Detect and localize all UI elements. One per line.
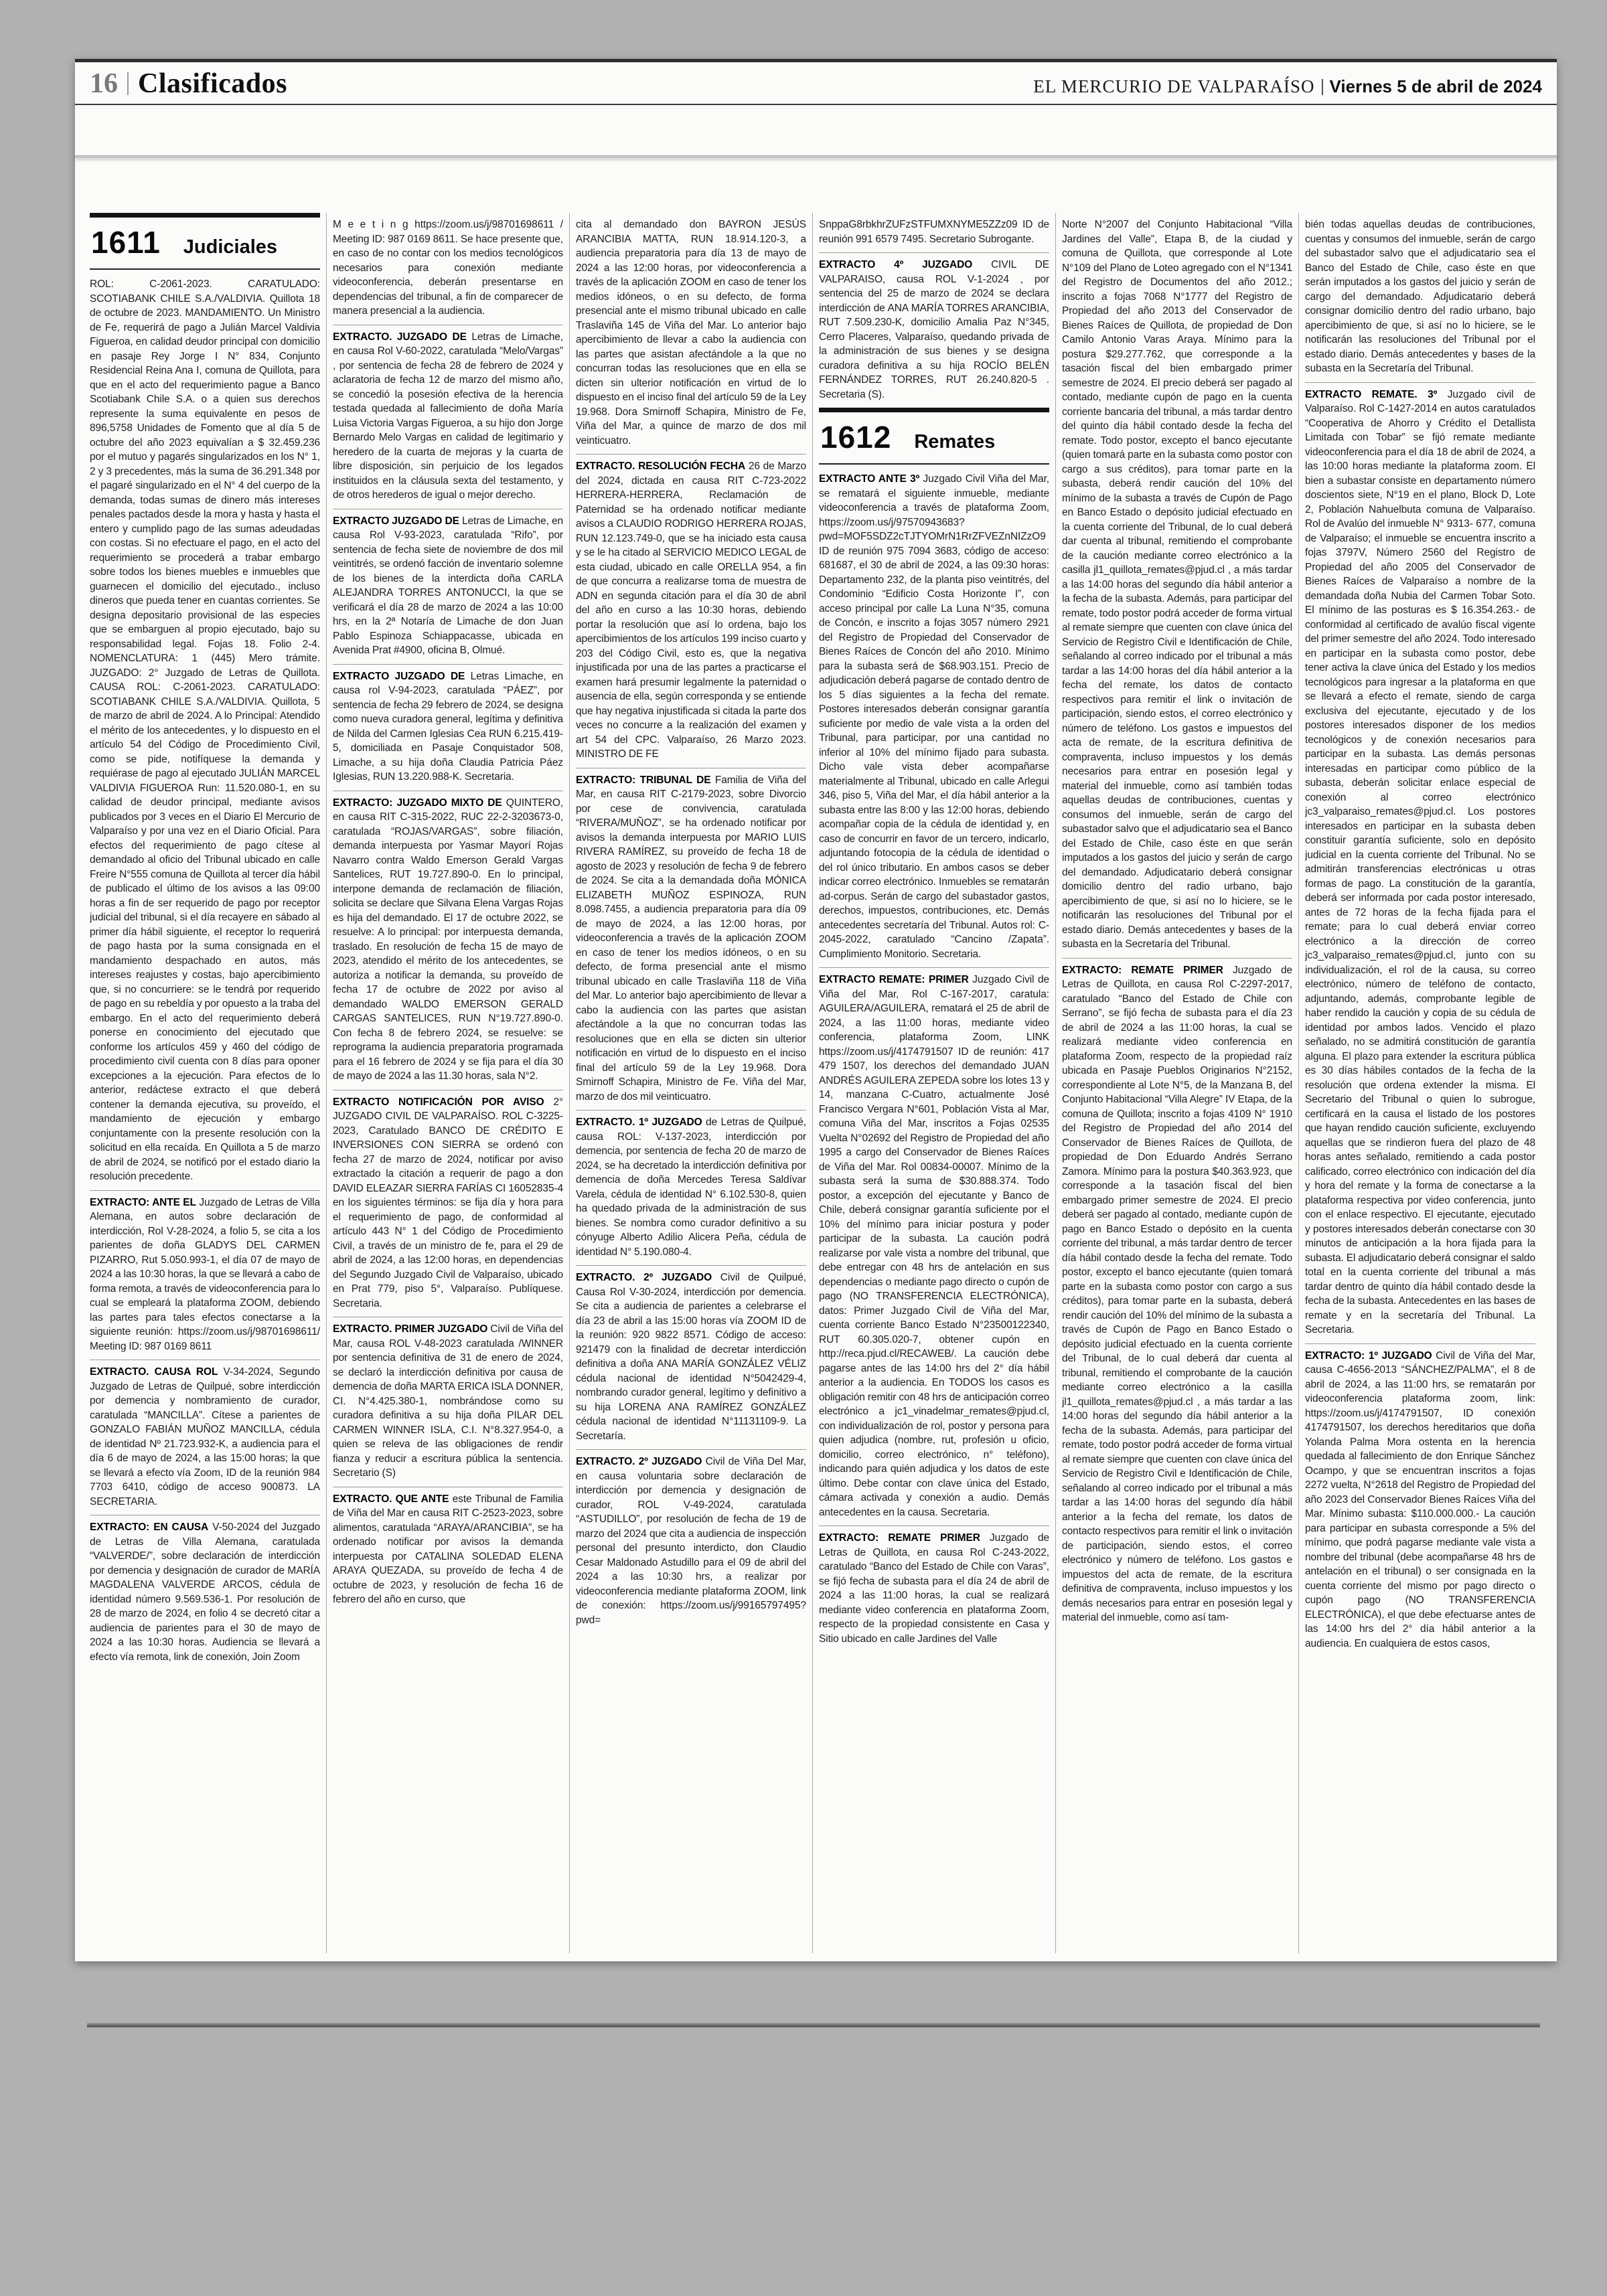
ad-lead: EXTRACTO: JUZGADO MIXTO DE (333, 797, 502, 809)
ad-body: Norte N°2007 del Conjunto Habitacional “Villa Jardines del Valle”, Etapa B, de la ciudad y comuna de Quillota, que corresponde al Lote N°109 del Plano de Loteo agregado con el N°1341 del Registro de Documentos del año 2012.; inscrito a fojas 7068 N°1777 del Registro de Propiedad del año 2013 del Conservador de Bienes Raíces de Quillota, de propiedad de Don Camilo Antonio Varas Araya. Mínimo para la postura $29.277.762, que corresponde a la tasación fiscal del bien embargado primer semestre de 2024. El precio deberá ser pagado al contado, mediante cupón de pago en la cuenta corriente bancaria del tribunal, a más tardar dentro del quinto día hábil contado desde la fecha del remate. Todo postor, excepto el banco ejecutante (quien tomará parte en la subasta como postor con cargo a sus créditos), para tomar parte en la subasta, deberá rendir caución del 10% del mínimo de la subasta a través de Cupón de Pago en Banco Estado o depósito judicial efectuado en la cuenta corriente del Tribunal, de lo cual deberá dar cuenta al tribunal, remitiendo el comprobante de la caución mediante correo electrónico a la casilla jl1_quillota_remates@pjud.cl , a más tardar a las 14:00 horas del segundo día hábil anterior a la fecha de la subasta. Además, para participar del remate, todo postor podrá acceder de forma virtual al remate siempre que cuenten con clave única del Servicio de Registro Civil e Identificación de Chile, señalando al correo indicado por el tribunal a más tardar a las 14:00 horas del día hábil anterior a la fecha del remate, los datos de contacto respectivos para remitir el link o invitación de participación, siendo estos, el correo electrónico y número de teléfono. Los gastos e impuestos del acta de remate, de la escritura definitiva de compraventa, incluso impuestos y los demás necesarios para entrar en posesión legal y material del inmueble, como así también todas aquellas deudas de contribuciones, cuentas y consumos del inmueble, serán de cargo del subastador salvo que el adjudicatario sea el Banco del Estado de Chile, caso éste en que serán imputados a los gastos del juicio y serán de cargo del demandado. Adjudicatario deberá consignar domicilio dentro del radio urbano, bajo apercibimiento de que, si así no lo hiciere, se le notificarán las resoluciones del Tribunal por el estado diario. Demás antecedentes y bases de la subasta en la Secretaría del Tribunal. (1062, 219, 1292, 950)
classified-ad (333, 791, 563, 1090)
classified-ad (333, 1090, 563, 1317)
page-number: 16 (90, 68, 118, 99)
section-label: Judiciales (183, 236, 278, 258)
classified-ad (819, 252, 1049, 408)
ad-lead: EXTRACTO REMATE: PRIMER (819, 974, 969, 985)
ad-lead: EXTRACTO. 1º JUZGADO (576, 1117, 702, 1128)
section-code: 1612 (820, 420, 892, 455)
ad-body: Juzgado Civil de Viña del Mar, Rol C-167-2017, caratula: AGUILERA/AGUILERA, rematará el 25 de abril de 2024, a las 11:00 horas, mediante video conferencia, plataforma Zoom, LINK https://zoom.us/j/4174791507 ID de reunión: 417 479 1507, los derechos del demandado JUAN ANDRÉS AGUILERA ZEPEDA sobre los lotes 13 y 14, manzana C-Cuatro, actualmente José Francisco Vergara N°601, Población Vista al Mar, comuna Viña del Mar, inscritos a Fojas 02535 Vuelta N°02692 del Registro de Propiedad del año 1995 a cargo del Conservador de Bienes Raíces de Viña del Mar. Rol 00834-00007. Mínimo de la subasta será la suma de $30.888.374. Todo postor, a excepción del ejecutante y Banco de Chile, deberá consignar garantía suficiente por el 10% del mínimo para iniciar postura y poder participar de la subasta. La caución podrá realizarse por vale vista a nombre del tribunal, que debe entregar con 48 hrs de antelación en sus dependencias o mediante pago directo o cupón de pago (NO TRANSFERENCIA ELECTRÓNICA), datos: Primer Juzgado Civil de Viña del Mar, cuenta corriente Banco Estado N°23500122340, RUT 60.305.020-7, obtener cupón en http://reca.pjud.cl/RECAWEB/. La caución debe pagarse antes de las 14:00 hrs del 2° día hábil anterior a la audiencia. En TODOS los casos es obligación remitir con 48 hrs de anticipación correo electrónico a jc1_vinadelmar_remates@pjud.cl, con individualización de rol, postor y persona para quien adjudica (nombre, rut, profesión u oficio, domicilio, correo electrónico, n° teléfono), indicando para quién adjudica y los datos de este último. Debe contar con clave única del Estado, cámara activada y conexión a audio. Demás antecedentes en la causa. Secretaria. (819, 974, 1050, 1518)
section-code: 1611 (91, 225, 161, 260)
masthead-left (90, 68, 287, 100)
ad-body: QUINTERO, en causa RIT C-315-2022, RUC 22-2-3203673-0, caratulada “ROJAS/VARGAS”, sobre filiación, demanda interpuesta por Yasmar Mayorí Rojas Navarro contra Waldo Emerson Gerald Vargas Santelices, RUT 19.727.890-0. En lo principal, interpone demanda de reclamación de filiación, solicita se declare que Silvana Elena Vargas Rojas es hija del demandado. El 17 de octubre 2022, se resuelve: A lo principal: por interpuesta demanda, traslado. En resolución de fecha 15 de mayo de 2023, atendido el mérito de los antecedentes, se autoriza a notificar la demanda, su proveído de fecha 17 de octubre de 2022 por aviso al demandado WALDO EMERSON GERALD CARGAS SANTELICES, RUN N°19.727.890-0. Con fecha 8 de febrero 2024, se resuelve: se reprograma la audiencia preparatoria programada para el 16 febrero de 2024 y se fija para el día 30 de mayo de 2024 a las 11.30 horas, sala N°2. (333, 797, 563, 1082)
ad-body: Juzgado Civil Viña del Mar, se rematará el siguiente inmueble, mediante videoconferencia a través de plataforma Zoom, https://zoom.us/j/97570943683?pwd=MOF5SDZ2cTJTYOMrN1RrZFVEZnNIZzO9 ID de reunión 975 7094 3683, código de acceso: 681687, el 30 de abril de 2024, a las 09:30 horas: Departamento 232, de la planta piso veintitrés, del Condominio “Edificio Costa Horizonte I”, con acceso principal por calle La Luna N°35, comuna de Concón, e inscrito a fojas 3057 número 2921 del Registro de Propiedad del Conservador de Bienes Raíces de Concón del año 2010. Mínimo para la subasta será de $68.903.151. Precio de adjudicación deberá pagarse de contado dentro de los 5 días siguientes a la fecha del remate. Postores interesados deberán consignar garantía suficiente por medio de vale vista a la orden del Tribunal, para participar, por una cantidad no inferior al 10% del mínimo fijado para subasta. Dicho vale vista deber acompañarse materialmente al Tribunal, ubicado en calle Arlegui 346, piso 5, Viña del Mar, el día hábil anterior a la subasta entre las 8:00 y las 12:00 horas, debiendo acompañar copia de la cédula de identidad y, en caso de concurrir en favor de un tercero, indicarlo, adjuntando fotocopia de la cédula de identidad o del rol único tributario. En ambos casos se deber indicar correo electrónico. Inmuebles se rematarán ad-corpus. Serán de cargo del subastador gastos, derechos, impuestos, contribuciones, etc. Demás antecedentes secretaría del Tribunal. Autos rol: C-2045-2022, caratulado “Cancino /Zapata”. Cumplimiento Monitorio. Secretaria. (819, 473, 1049, 960)
ad-lead: EXTRACTO 4º JUZGADO (819, 259, 973, 270)
ad-body: Juzgado de Letras de Quillota, en causa Rol C-243-2022, caratulado “Banco del Estado de Chile con Varas”, se fijó fecha de subasta para el día 24 de abril de 2024 a las 11:00 horas, la cual se realizará mediante video conferencia en plataforma Zoom, respecto de la propiedad consistente en Casa y Sitio ubicado en calle Jardines del Valle (819, 1532, 1049, 1645)
ad-body: Civil de Viña del Mar, causa C-4656-2013 “SÁNCHEZ/PALMA”, el 8 de abril de 2024, a las 11:00 hrs, se rematarán por videoconferencia plataforma zoom, link: https://zoom.us/j/4174791507, ID conexión 4174791507, los derechos hereditarios que doña Yolanda Palma Mora ostenta en la herencia quedada al fallecimiento de don Enrique Sánchez Ocampo, y que se encuentran inscritos a fojas 2272 vuelta, N°2618 del Registro de Propiedad del año 2023 del Conservador Bienes Raíces Viña del Mar. Mínimo subasta: $110.000.000.- La caución para participar en subasta corresponde a 5% del mínimo, que podrá pagarse mediante vale vista a nombre del tribunal (debe acompañarse 48 hrs de antelación en el tribunal) o ser consignada en la cuenta corriente del mismo por pago directo o cupón pago (NO TRANSFERENCIA ELECTRÓNICA), el que debe efectuarse antes de las 14:00 hrs del 2° día hábil anterior a la audiencia. En cualquiera de estos casos, (1305, 1349, 1535, 1649)
masthead-right (1033, 76, 1542, 97)
section-header-judiciales (90, 213, 320, 270)
classified-ad-continuation (819, 213, 1049, 252)
ad-body: CIVIL DE VALPARAISO, causa ROL V-1-2024 , por sentencia del 25 de marzo de 2024 se declara interdicción de ANA MARÍA TORRES ARANCIBIA, RUT 7.509.230-K, domicilio Amalia Paz N°345, Cerro Placeres, Valparaíso, quedando privada de la administración de sus bienes y se designa curadora definitiva a su hija ROCÍO BELÉN FERNÁNDEZ TORRES, RUT 26.240.820-5 . Secretaria (S). (819, 259, 1049, 400)
column-2 (333, 213, 570, 1953)
ad-lead: EXTRACTO JUZGADO DE (333, 670, 465, 682)
classified-ad (576, 768, 806, 1111)
column-5 (1062, 213, 1299, 1953)
classified-ad (819, 1526, 1049, 1652)
classified-ad (333, 509, 563, 664)
ad-body: de Letras de Quilpué, causa ROL: V-137-2023, interdicción por demencia, por sentencia de fecha 20 de marzo de 2024, se ha decretado la interdicción definitiva por demencia de doña Mercedes Teresa Saldívar Varela, cédula de identidad N° 6.102.530-8, quien ha quedado privada de la administración de sus bienes. Se nombra como curador definitivo a su cónyuge Alberto Adilio Alicera Peña, cédula de identidad N° 5.190.080-4. (576, 1117, 806, 1258)
section-header-remates (819, 408, 1049, 465)
masthead-divider (127, 72, 129, 95)
masthead-divider-2 (1322, 79, 1323, 95)
ad-lead: EXTRACTO. 2º JUZGADO (576, 1272, 712, 1283)
classified-ad (819, 467, 1049, 967)
classified-ad (576, 1110, 806, 1265)
classified-ad-continuation (1062, 213, 1292, 958)
ad-lead: EXTRACTO: REMATE PRIMER (819, 1532, 980, 1544)
ad-body: SnppaG8rbkhrZUFzSTFUMXNYME5ZZz09 ID de reunión 991 6579 7495. Secretario Subrogante. (819, 219, 1049, 245)
ad-body: Letras de Limache, en causa Rol V-60-2022, caratulada “Melo/Vargas” , por sentencia de fecha 28 de febrero de 2024 y aclaratoria de fecha 12 de marzo del mismo año, se concedió la posesión efectiva de la herencia testada quedada al fallecimiento de doña María Luisa Victoria Vargas Figueroa, a su hijo don Jorge Bernardo Melo Vargas en calidad de legitimario y heredero de la cuarta de mejoras y la cuarta de libre disposición, sin perjuicio de los legados instituidos en la cláusula sexta del testamento, y de otros herederos de igual o mejor derecho. (333, 331, 563, 501)
ad-body: Letras Limache, en causa rol V-94-2023, caratulada “PÁEZ”, por sentencia de fecha 29 febrero de 2024, se designa como nueva curadora general, legítima y definitiva de Nilda del Carmen Iglesias Cea RUN 6.215.419-5, domiciliada en Pasaje Conquistador 508, Limache, a su hija doña Claudia Patricia Páez Iglesias, RUN 13.220.988-K. Secretaria. (333, 670, 563, 783)
section-label: Remates (914, 431, 996, 453)
column-1 (90, 213, 327, 1953)
classified-ad (1062, 958, 1292, 1631)
ad-body: Letras de Limache, en causa Rol V-93-2023, caratulada “Rifo”, por sentencia de fecha siete de noviembre de dos mil veintitrés, se ordenó facción de inventario solemne de los bienes de la interdicta doña CARLA ALEJANDRA TORRES ANTONUCCI, la que se verificará el día 28 de marzo de 2024 a las 10:00 hrs, en la 2ª Notaría de Limache de don Juan Pablo Espinoza Schiappacasse, ubicada en Avenida Prat #4900, oficina B, Olmué. (333, 515, 563, 656)
classified-ad (1305, 382, 1535, 1343)
ad-lead: EXTRACTO. JUZGADO DE (333, 331, 467, 343)
ad-lead: EXTRACTO. PRIMER JUZGADO (333, 1323, 488, 1335)
ad-lead: EXTRACTO NOTIFICACIÓN POR AVISO (333, 1096, 544, 1108)
classified-ad (90, 1360, 320, 1515)
ad-body: este Tribunal de Familia de Viña del Mar en causa RIT C-2523-2023, sobre alimentos, caratulada “ARAYA/ARANCIBIA”, se ha ordenado notificar por avisos la demanda interpuesta por CATALINA SOLEDAD ELENA ARAYA QUEZADA, su proveído de fecha 4 de octubre de 2023, y resolución de fecha 16 de febrero del año en curso, que (333, 1493, 563, 1605)
ad-lead: EXTRACTO: REMATE PRIMER (1062, 964, 1223, 976)
ad-body: V-34-2024, Segundo Juzgado de Letras de Quilpué, sobre interdicción por demencia y nombramiento de curador, caratulada “MANCILLA”. Cítese a parientes de GONZALO FABIÁN MUÑOZ MANCILLA, cédula de identidad Nº 21.723.932-K, a audiencia para el día 6 de mayo de 2024, a las 15:00 horas; la que se llevará a efecto vía Zoom, ID de la reunión 984 7703 6410, código de acceso 900873. LA SECRETARIA. (90, 1366, 320, 1507)
paper-name: EL MERCURIO DE VALPARAÍSO (1033, 76, 1315, 96)
ad-body: Juzgado de Letras de Villa Alemana, en autos sobre declaración de interdicción, Rol V-28-2024, a folio 5, se cita a los parientes de doña GLADYS DEL CARMEN PIZARRO, Rut 5.050.993-1, el día 07 de mayo de 2024 a las 10:30 horas, la que se llevará a cabo de forma remota, a través de videoconferencia para lo cual se empleará la plataforma ZOOM, debiendo las partes para tales efectos conectarse a la siguiente reunión: https://zoom.us/j/98701698611/ Meeting ID: 987 0169 8611 (90, 1196, 320, 1352)
classified-ad (333, 1487, 563, 1613)
classified-ad (576, 1265, 806, 1449)
ad-lead: EXTRACTO. QUE ANTE (333, 1493, 449, 1505)
classified-ad (576, 454, 806, 768)
classified-ad (90, 1190, 320, 1360)
newspaper-sheet (75, 59, 1557, 1961)
ad-lead: EXTRACTO JUZGADO DE (333, 515, 459, 527)
classified-ad-continuation (1305, 213, 1535, 382)
ad-lead: EXTRACTO. 2º JUZGADO (576, 1456, 702, 1467)
ad-lead: EXTRACTO ANTE 3º (819, 473, 920, 485)
ad-body: Civil de Viña Del Mar, en causa voluntaria sobre declaración de interdicción por demencia y designación de curador, ROL V-49-2024, caratulada “ASTUDILLO”, por resolución de fecha de 19 de marzo del 2024 que cita a audiencia de inspección personal del presunto interdicto, don Claudio Cesar Maldonado Astudillo para el 09 de abril del 2024 a las 10:30 hrs, a realizar por videoconferencia mediante plataforma ZOOM, link de conexión: https://zoom.us/j/99165797495?pwd= (576, 1456, 806, 1626)
ad-lead: EXTRACTO. RESOLUCIÓN FECHA (576, 461, 746, 472)
ad-body: bién todas aquellas deudas de contribuciones, cuentas y consumos del inmueble, serán de cargo del subastador salvo que el adjudicatario sea el Banco del Estado de Chile, caso éste en que serán imputados a los gastos del juicio y serán de cargo del demandado. Adjudicatario deberá consignar domicilio dentro del radio urbano, bajo apercibimiento de que, si así no lo hiciere, se le notificarán las resoluciones del Tribunal por el estado diario. Demás antecedentes y bases de la subasta en la Secretaría del Tribunal. (1305, 219, 1535, 374)
classified-ad (333, 664, 563, 791)
classified-ad (333, 1317, 563, 1487)
column-6 (1305, 213, 1535, 1953)
ad-body: 26 de Marzo del 2024, dictada en causa RIT C-723-2022 HERRERA-HERRERA, Reclamación de Paternidad se ha ordenado notificar mediante avisos a CLAUDIO RODRIGO HERRERA ROJAS, RUN 12.123.749-0, que se ha iniciado esta causa y se le ha citado al SERVICIO MEDICO LEGAL de esta ciudad, ubicado en calle ORELLA 954, a fin de que concurra a realizarse toma de muestra de ADN en segunda citación para el día 30 de abril del año en curso a las 10:30 horas, debiendo portar la resolución que así lo ordena, bajo los apercibimientos de los artículos 199 inciso cuarto y 203 del Código Civil, esto es, que la negativa injustificada por una de las partes a practicarse el examen hará presumir legalmente la paternidad o ausencia de ella, según corresponda y se entiende que hay negativa injustificada si citada la parte dos veces no concurre a la realización del examen y art 54 del CPC. Valparaíso, 26 Marzo 2023. MINISTRO DE FE (576, 461, 806, 760)
page-title: Clasificados (138, 68, 288, 99)
ad-lead: EXTRACTO: EN CAUSA (90, 1522, 209, 1533)
ad-body: M e e t i n g https://zoom.us/j/98701698611 / Meeting ID: 987 0169 8611. Se hace presente que, en caso de no contar con los medios tecnológicos necesarios para conexión mediante videoconferencia, deberán presentarse en dependencias del tribunal, a fin de comparecer de manera presencial a la audiencia. (333, 219, 563, 317)
classified-ad (576, 1449, 806, 1633)
ad-lead: EXTRACTO: TRIBUNAL DE (576, 774, 711, 786)
ad-body: 2° JUZGADO CIVIL DE VALPARAÍSO. ROL C-3225-2023, Caratulado BANCO DE CRÉDITO E INVERSIONES CON SIERRA se ordenó con fecha 27 de marzo de 2024, notificar por aviso extractado la citación a requerir de pago a don DAVID ELEAZAR SIERRA FARÍAS CI 16052835-4 en los siguientes términos: se fija día y hora para el requerimiento de pago, de conformidad al artículo 443 N° 1 del Código de Procedimiento Civil, a través de un ministro de fe, para el 29 de abril de 2024, a las 12:00 horas, en dependencias del Segundo Juzgado Civil de Valparaíso, ubicado en Prat 779, piso 5°, Valparaíso. Publíquese. Secretaria. (333, 1096, 564, 1309)
ad-lead: EXTRACTO: ANTE EL (90, 1196, 196, 1208)
classified-ad (819, 967, 1049, 1526)
classified-ad (90, 272, 320, 1190)
ad-body: V-50-2024 del Juzgado de Letras de Villa Alemana, caratulada “VALVERDE/”, sobre declaración de interdicción por demencia y designación de curador de MARÍA MAGDALENA VALVERDE ARCOS, cédula de identidad número 9.569.536-1. Por resolución de 28 de marzo de 2024, en folio 4 se decretó citar a audiencia de parientes para el 30 de mayo de 2024 a las 10:30 horas. Audiencia se llevará a efecto vía remota, link de conexión, Join Zoom (90, 1522, 320, 1663)
ad-body: cita al demandado don BAYRON JESÚS ARANCIBIA MATTA, RUN 18.914.120-3, a audiencia preparatoria para día 13 de mayo de 2024 a las 12:00 horas, por videoconferencia a través de la aplicación ZOOM en caso de tener los medios idóneos, o en su defecto, de forma presencial ante el mismo tribunal ubicado en calle Traslaviña 145 de Viña del Mar. Lo anterior bajo apercibimiento de llevar a cabo la audiencia con las partes que asistan afectándole a la que no concurran todas las resoluciones que en ella se dicten sin ulterior notificación en virtud de lo dispuesto en el inciso final del artículo 59 de la Ley 19.968. Dora Smirnoff Schapira, Ministro de Fe, Viña del Mar, a quince de marzo de dos mil veinticuatro. (576, 219, 806, 446)
header-shadow-band (75, 155, 1557, 158)
ad-lead: EXTRACTO REMATE. 3º (1305, 388, 1438, 400)
classifieds-content (75, 213, 1557, 1953)
ad-lead: EXTRACTO: 1º JUZGADO (1305, 1349, 1432, 1362)
column-3 (576, 213, 813, 1953)
classified-ad-continuation (576, 213, 806, 454)
ad-body: Juzgado de Letras de Quillota, en causa Rol C-2297-2017, caratulado “Banco del Estado de Chile con Serrano”, se fijó fecha de subasta para el día 23 de abril de 2024 a las 11:00 horas, la cual se realizará mediante video conferencia en plataforma Zoom, respecto de la propiedad raíz ubicada en Pasaje Pueblos Originarios N°2152, correspondiente al Lote N°5, de la Manzana B, del Conjunto Habitacional “Villa Alegre” IV Etapa, de la comuna de Quillota; inscrito a fojas 4109 N° 1910 del Registro de Propiedad del año 2014 del Conservador de Bienes Raíces de Quillota, de propiedad de Don Eduardo Andrés Serrano Zamora. Mínimo para la postura $40.363.923, que corresponde a la tasación fiscal del bien embargado primer semestre de 2024. El precio deberá ser pagado al contado, mediante cupón de pago en Banco Estado o depósito en la cuenta corriente del tribunal, a más tardar dentro de tercer día hábil contado desde la fecha del remate. Todo postor, excepto el banco ejecutante (quien tomará parte en la subasta como postor con cargo a sus créditos), para tomar parte en la subasta, deberá rendir caución del 10% del mínimo de la subasta a través de Cupón de Pago en Banco Estado o depósito judicial efectuado en la cuenta corriente del Tribunal, de lo cual deberá dar cuenta al tribunal, remitiendo el comprobante de la caución mediante correo electrónico a la casilla jl1_quillota_remates@pjud.cl , a más tardar a las 14:00 horas del segundo día hábil anterior a la fecha de la subasta. Además, para participar del remate, todo postor podrá acceder de forma virtual al remate siempre que cuenten con clave única del Servicio de Registro Civil e Identificación de Chile, señalando al correo indicado por el tribunal a más tardar a las 14:00 horas del segundo día hábil anterior a la fecha del remate, los datos de contacto respectivos para remitir el link o invitación de participación, siendo estos, el correo electrónico y número de teléfono. Los gastos e impuestos del acta de remate, de la escritura definitiva de compraventa, incluso impuestos y los demás necesarios para entrar en posesión legal y material del inmueble, como así tam- (1062, 964, 1292, 1623)
ad-lead: EXTRACTO. CAUSA ROL (90, 1366, 218, 1378)
ad-body: Civil de Viña del Mar, causa ROL V-48-2023 caratulada /WINNER por sentencia definitiva de 31 de enero de 2024, se declaró la interdicción definitiva por causa de demencia de doña MARTA ERICA ISLA DONNER, CI. N°4.425.380-1, nombrándose como su curadora definitiva a su hija doña PILAR DEL CARMEN WINNER ISLA, C.I. N°8.327.954-0, a quien se releva de las obligaciones de rendir fianza y reducir a escritura pública la sentencia. Secretario (S) (333, 1323, 563, 1479)
column-4 (819, 213, 1056, 1953)
paper-date: Viernes 5 de abril de 2024 (1329, 76, 1542, 96)
ad-body: ROL: C-2061-2023. CARATULADO: SCOTIABANK CHILE S.A./VALDIVIA. Quillota 18 de octubre de 2023. MANDAMIENTO. Un Ministro de Fe, requerirá de pago a Julián Marcel Valdivia Figueroa, en calidad deudor principal con domicilio en pasaje Rey Jorge I N° 834, Conjunto Residencial Reina Ana I, comuna de Quillota, para que en el acto del requerimiento pague a Banco Scotiabank Chile S.A. o a quien sus derechos represente la suma equivalente en pesos de 896,5758 Unidades de Fomento que al día 5 de octubre del año 2023 equivalían a $ 32.459.236 por el mutuo y pagarés singularizados en los N° 1, 2 y 3 precedentes, más la suma de 36.291.348 por el pagaré singularizado en el N° 4 del cuerpo de la demanda, todas sumas de dinero más intereses penales pactados desde la mora y hasta y hasta el entero y cumplido pago de las sumas adeudadas con costas. Si no efectuare el pago, en el acto del requerimiento se procederá a trabar embargo sobre todos los bienes muebles e inmuebles que guarnecen el domicilio del ejecutado., incluso dineros que pueda tener en cuantas corrientes. Se designa depositario provisional de las especies que se embarguen al propio ejecutado, bajo su responsabilidad legal. Fojas 18. Folio 2-4. NOMENCLATURA: 1 (445) Mero trámite. JUZGADO: 2° Juzgado de Letras de Quillota. CAUSA ROL: C-2061-2023. CARATULADO: SCOTIABANK CHILE S.A./VALDIVIA. Quillota, 5 de marzo de abril de 2024. A lo Principal: Atendido el mérito de los antecedentes, y lo dispuesto en el artículo 54 del Código de Procedimiento Civil, como se pide, notifíquese la demanda y requiérase de pago al ejecutado JULIÁN MARCEL VALDIVIA FIGUEROA Run: 11.520.080-1, en su calidad de deudor principal, mediante avisos publicados por 3 veces en el Diario El Mercurio de Valparaíso y por una vez en el Diario Oficial. Para efectos del requerimiento de pago cítese al demandado al oficio del Tribunal ubicado en calle Freire N°555 comuna de Quillota al tercer día hábil de publicado el último de los avisos a las 09:00 horas a fin de ser requerido de pago por receptor judicial del tribunal, si el día recayere en sábado al primer día hábil siguiente, el receptor lo requerirá de pago hasta por la suma consignada en el mandamiento despachado en autos, más intereses reajustes y costas, bajo apercibimiento que, si no concurriere: se le tendrá por requerido de pago en su rebeldía y por opuesto a la traba del embargo. En el acto del requerimiento deberá ponerse en conocimiento del ejecutado que conforme los artículos 459 y 460 del código de procedimiento civil cuenta con 8 días para oponer excepciones a la ejecución. Para efectos de lo anterior, redáctese extracto el que deberá contener la demanda ejecutiva, su proveído, el mandamiento de ejecución y embargo conjuntamente con la presente resolución con la solicitud en ella recaída. En Quillota a 5 de marzo de abril de 2024, se notificó por el estado diario la resolución precedente. (90, 278, 320, 1182)
ad-body: Juzgado civil de Valparaíso. Rol C-1427-2014 en autos caratulados “Cooperativa de Ahorro y Crédito el Detallista Limitada con Tobar” se fijó remate mediante videoconferencia para el día 18 de abril de 2024, a las 10:00 horas mediante la plataforma zoom. El bien a subastar consiste en departamento número doscientos siete, N°19 en el plano, Block D, Lote 2, Población Nahuelbuta comuna de Valparaíso. Rol de Avalúo del inmueble N° 9313- 677, comuna de Valparaíso; el inmueble se encuentra inscrito a fojas 3797V, Número 2560 del Registro de Propiedad del año 2005 del Conservador de Bienes Raíces de Valparaíso a nombre de la demandada doña Nubia del Carmen Tobar Soto. El mínimo de las posturas es $ 16.354.263.- de conformidad al certificado de avalúo fiscal vigente del primer semestre del año 2024. Todo interesado en participar en la subasta como postor, debe tener activa la clave única del Estado y los medios tecnológicos para ingresar a la plataforma en que se llevará a efecto el remate, siendo de carga exclusiva del ejecutante, ejecutado y de los postores interesados disponer de los medios tecnológicos y de conexión necesarios para participar en la subasta. Las demás personas interesadas en participar como público de la subasta, deberán solicitar enlace especial de conexión al correo electrónico jc3_valparaiso_remates@pjud.cl. Los postores interesados en participar en la subasta deben constituir garantía suficiente, solo en depósito judicial en la cuenta corriente del Tribunal. No se admitirán transferencias electrónicas u otras formas de pago. La constitución de la garantía, deberá ser informada por cada postor interesado, antes de 72 horas de la fecha fijada para el remate; para lo cual deberá enviar correo electrónico a la dirección de correo jc3_valparaiso_remates@pjud.cl, junto con su individualización, el rol de la causa, su correo electrónico, número de teléfono de contacto, adjuntando, además, comprobante legible de haber rendido la caución y copia de su cédula de identidad por ambos lados. Vencido el plazo señalado, no se admitirá constitución de garantía alguna. El plazo para extender la escritura pública es 30 días hábiles contados de la fecha de la resolución que ordena extender la misma. El Secretario del Tribunal o quien lo subrogue, certificará en la causa el listado de los postores que hayan rendido caución suficiente, excluyendo aquellas que se rindieron fuera del plazo de 48 horas antes señalado, remitiendo a cada postor calificado, correo electrónico con indicación del día y hora del remate y la forma de conectarse a la plataforma respectiva por video conferencia, junto con el enlace respectivo. El ejecutante, ejecutado y postores interesados deberán conectarse con 30 minutos de anticipación a la hora fijada para la subasta. El adjudicatario deberá consignar el saldo total en la cuenta corriente del tribunal a más tardar dentro de quinto día hábil contado desde la fecha de la subasta. Antecedentes en las bases de remate y en la secretaría del Tribunal. La Secretaria. (1305, 388, 1535, 1335)
ad-body: Civil de Quilpué, Causa Rol V-30-2024, interdicción por demencia. Se cita a audiencia de parientes a celebrarse el día 23 de abril a las 15:00 horas vía ZOOM ID de la reunión: 920 9822 8571. Código de acceso: 921479 con la finalidad de decretar interdicción definitiva a doña ANA MARÍA GONZÁLEZ VÉLIZ cédula nacional de identidad N°5042429-4, nombrando curador general, legítimo y definitivo a su hija LORENA ANA RAMÍREZ GONZÁLEZ cédula nacional de identidad N°11131109-9. La Secretaría. (576, 1272, 807, 1442)
classified-ad (1305, 1343, 1535, 1657)
classified-ad (90, 1515, 320, 1670)
classified-ad (333, 325, 563, 509)
classified-ad-continuation (333, 213, 563, 325)
ad-body: Familia de Viña del Mar, en causa RIT C-2179-2023, sobre Divorcio por cese de convivencia, caratulada “RIVERA/MUÑOZ”, se ha ordenado notificar por avisos la demanda interpuesta por MARIO LUIS RIVERA RAMÍREZ, su proveído de fecha 18 de agosto de 2023 y resolución de fecha 9 de febrero de 2024. Se cita a la demandada doña MÓNICA ELIZABETH MUÑOZ ESPINOZA, RUN 8.098.7455, a audiencia preparatoria para día 09 de mayo de 2024, a las 12:00 horas, por videoconferencia a través de la aplicación ZOOM en caso de tener los medios idóneos, o en su defecto, de forma presencial ante el mismo tribunal ubicado en calle Traslaviña 118 de Viña del Mar. Lo anterior bajo apercibimiento de llevar a cabo la audiencia con las partes que asistan afectándole a la que no concurran todas las resoluciones que en ella se dicten sin ulterior notificación en virtud de lo dispuesto en el inciso final del artículo 59 de la Ley 19.968. Dora Smirnoff Schapira, Ministro de Fe. Viña del Mar, marzo de dos mil veinticuatro. (576, 774, 806, 1102)
masthead (75, 62, 1557, 105)
next-page-edge-rule (87, 2023, 1540, 2028)
